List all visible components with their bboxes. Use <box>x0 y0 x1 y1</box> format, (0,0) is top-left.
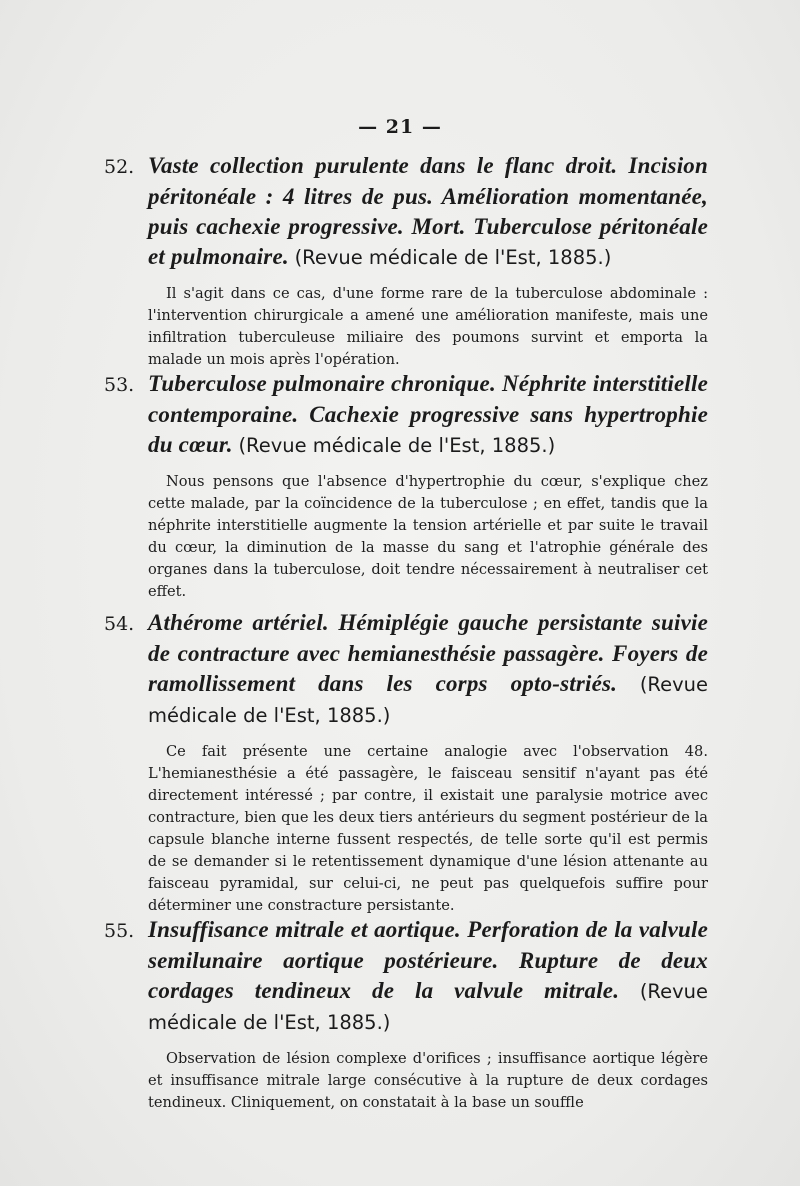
entry-53 <box>104 369 708 603</box>
entry-title: Vaste collection purulente dans le flanc droit. Incision péritonéale : 4 litres de pus. Amélioration momentanée, puis cachexie progressive. Mort. Tuberculose péritonéale et pulmonaire. <box>148 153 708 269</box>
entry-number: 55. <box>104 920 135 942</box>
entry-comment: Nous pensons que l'absence d'hypertrophie du cœur, s'explique chez cette malade, par la coïncidence de la tuberculose ; en effet, tandis que la néphrite interstitielle augmente la tension artérielle et par suite le travail du cœur, la diminution de la masse du sang et l'atrophie générale des organes dans la tuberculose, doit tendre nécessairement à neutraliser cet effet. <box>148 473 708 600</box>
entry-number: 54. <box>104 613 135 635</box>
entry-source: (Revue médicale de l'Est, 1885.) <box>294 246 612 269</box>
entry-52 <box>104 151 708 371</box>
entry-title: Tuberculose pulmonaire chronique. Néphrite interstitielle contemporaine. Cachexie progressive sans hypertrophie du cœur. <box>148 371 708 457</box>
entry-heading <box>104 915 708 1038</box>
entry-title: Insuffisance mitrale et aortique. Perforation de la valvule semilunaire aortique postérieure. Rupture de deux cordages tendineux de la valvule mitrale. <box>148 917 708 1003</box>
entry-comment: Observation de lésion complexe d'orifices ; insuffisance aortique légère et insuffisance mitrale large consécutive à la rupture de deux cordages tendineux. Cliniquement, on constatait à la base un souffle <box>148 1050 708 1111</box>
entry-number: 52. <box>104 156 135 178</box>
entry-54 <box>104 608 708 917</box>
entry-comment: Ce fait présente une certaine analogie avec l'observation 48. L'hemianesthésie a été passagère, le faisceau sensitif n'ayant pas été directement intéressé ; par contre, il existait une paralysie motrice avec contracture, bien que les deux tiers antérieurs du segment postérieur de la capsule blanche interne fussent respectés, de telle sorte qu'il est permis de se demander si le retentissement dynamique d'une lésion attenante au faisceau pyramidal, sur celui-ci, ne peut pas quelquefois suffire pour déterminer une constracture persistante. <box>148 743 708 914</box>
entry-comment: Il s'agit dans ce cas, d'une forme rare de la tuberculose abdominale : l'intervention chirurgicale a amené une amélioration manifeste, mais une infiltration tuberculeuse miliaire des poumons survint et emporta la malade un mois après l'opération. <box>148 285 708 368</box>
entry-title: Athérome artériel. Hémiplégie gauche persistante suivie de contracture avec hemianesthésie passagère. Foyers de ramollissement dans les corps opto-striés. <box>148 610 708 696</box>
entry-55 <box>104 915 708 1114</box>
entry-heading <box>104 151 708 273</box>
entry-heading <box>104 608 708 731</box>
entry-number: 53. <box>104 374 135 396</box>
entry-source: (Revue médicale de l'Est, 1885.) <box>238 434 556 457</box>
entry-heading <box>104 369 708 461</box>
entry-source: (Revue médicale de l'Est, 1885.) <box>148 673 709 727</box>
page-number: — 21 — <box>358 116 442 138</box>
entry-source: (Revue médicale de l'Est, 1885.) <box>148 980 709 1034</box>
